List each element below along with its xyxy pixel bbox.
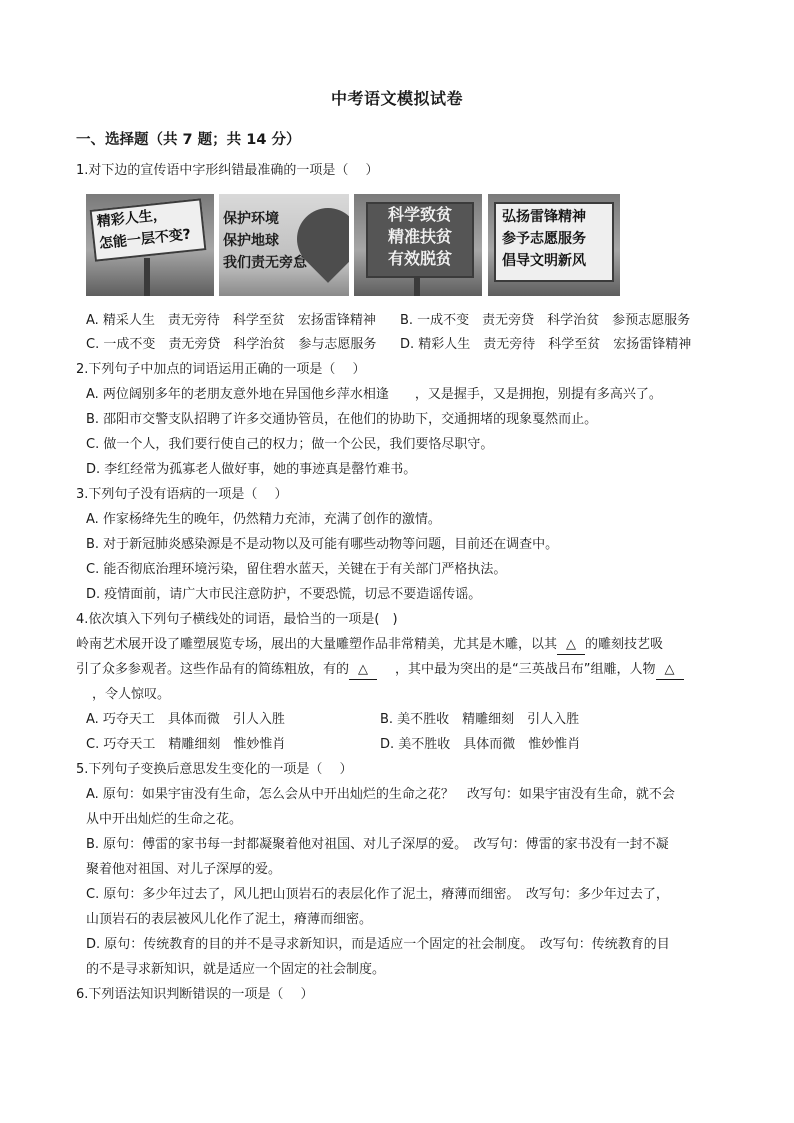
q3-option-a[interactable]: A. 作家杨绛先生的晚年，仍然精力充沛，充满了创作的激情。 <box>86 512 441 527</box>
billboard-image-3 <box>354 194 482 296</box>
q1-image-strip <box>86 194 620 296</box>
q4-passage-line-3: ，令人惊叹。 <box>92 687 171 702</box>
q2-option-c[interactable]: C. 做一个人，我们要行使自己的权力；做一个公民，我们要恪尽职守。 <box>86 437 494 452</box>
section-heading: 一、选择题（共 7 题；共 14 分） <box>76 132 301 148</box>
q3-option-c[interactable]: C. 能否彻底治理环境污染，留住碧水蓝天，关键在于有关部门严格执法。 <box>86 562 507 577</box>
q5-stem: 5.下列句子变换后意思发生变化的一项是（ ） <box>76 762 353 777</box>
q1-option-a[interactable]: A. 精采人生 责无旁待 科学至贫 宏扬雷锋精神 <box>86 313 376 328</box>
q4-option-c[interactable]: C. 巧夺天工 精雕细刻 惟妙惟肖 <box>86 737 286 752</box>
billboard-4-line-2: 参予志愿服务 <box>502 231 586 247</box>
q5-option-a-line-2[interactable]: 从中开出灿烂的生命之花。 <box>86 812 243 827</box>
q6-stem: 6.下列语法知识判断错误的一项是（ ） <box>76 987 314 1002</box>
q4-stem: 4.依次填入下列句子横线处的词语，最恰当的一项是( ) <box>76 612 398 627</box>
q4-option-d[interactable]: D. 美不胜收 具体而微 惟妙惟肖 <box>380 737 581 752</box>
q2-stem: 2.下列句子中加点的词语运用正确的一项是（ ） <box>76 362 366 377</box>
q4-passage-text-1a: 岭南艺术展开设了雕塑展览专场，展出的大量雕塑作品非常精美，尤其是木雕，以其 <box>76 637 558 652</box>
billboard-3-line-3: 有效脱贫 <box>387 249 452 268</box>
billboard-2-line-2: 保护地球 <box>223 233 279 249</box>
q5-option-c-line-1[interactable]: C. 原句：多少年过去了，风儿把山顶岩石的表层化作了泥土，瘠薄而细密。 改写句：多少年过去了， <box>86 887 669 902</box>
billboard-image-2 <box>219 194 349 296</box>
billboard-2-line-3: 我们责无旁怠 <box>223 255 307 271</box>
q1-stem: 1.对下边的宣传语中字形纠错最准确的一项是（ ） <box>76 163 379 178</box>
q5-option-a-line-1[interactable]: A. 原句：如果宇宙没有生命，怎么会从中开出灿烂的生命之花？ 改写句：如果宇宙没有生命，就不会 <box>86 787 675 802</box>
billboard-4-line-1: 弘扬雷锋精神 <box>502 209 586 225</box>
q1-option-d[interactable]: D. 精彩人生 责无旁待 科学至贫 宏扬雷锋精神 <box>400 337 692 352</box>
q4-passage-text-2a: 引了众多参观者。这些作品有的简练粗放，有的 <box>76 662 350 677</box>
q3-option-b[interactable]: B. 对于新冠肺炎感染源是不是动物以及可能有哪些动物等问题，目前还在调查中。 <box>86 537 559 552</box>
billboard-2-line-1: 保护环境 <box>223 211 279 227</box>
q3-option-d[interactable]: D. 疫情面前，请广大市民注意防护，不要恐慌，切忌不要造谣传谣。 <box>86 587 482 602</box>
q3-stem: 3.下列句子没有语病的一项是（ ） <box>76 487 288 502</box>
q4-option-b[interactable]: B. 美不胜收 精雕细刻 引人入胜 <box>380 712 580 727</box>
q5-option-d-line-2[interactable]: 的不是寻求新知识，就是适应一个固定的社会制度。 <box>86 962 386 977</box>
q1-option-c[interactable]: C. 一成不变 责无旁贷 科学治贫 参与志愿服务 <box>86 337 377 352</box>
q4-blank-2[interactable]: △ <box>349 661 377 680</box>
exam-title: 中考语文模拟试卷 <box>330 89 463 108</box>
q5-option-b-line-2[interactable]: 聚着他对祖国、对儿子深厚的爱。 <box>86 862 282 877</box>
q4-blank-3[interactable]: △ <box>656 661 684 680</box>
q4-blank-1[interactable]: △ <box>557 636 585 655</box>
q2-option-d[interactable]: D. 李红经常为孤寡老人做好事，她的事迹真是罄竹难书。 <box>86 462 417 477</box>
billboard-3-line-2: 精准扶贫 <box>387 227 452 246</box>
q5-option-b-line-1[interactable]: B. 原句：傅雷的家书每一封都凝聚着他对祖国、对儿子深厚的爱。 改写句：傅雷的家书没有一封不凝 <box>86 837 669 852</box>
billboard-image-4 <box>488 194 620 296</box>
q4-passage-text-2b: ，其中最为突出的是“三英战吕布”组雕，人物 <box>395 662 656 677</box>
billboard-4-line-3: 倡导文明新风 <box>502 253 586 269</box>
q2-option-a[interactable]: A. 两位阔别多年的老朋友意外地在异国他乡萍水相逢 ，又是握手，又是拥抱，别提有多高兴了。 <box>86 387 662 402</box>
q2-option-b[interactable]: B. 邵阳市交警支队招聘了许多交通协管员，在他们的协助下，交通拥堵的现象戛然而止。 <box>86 412 598 427</box>
q4-passage-line-1 <box>76 636 663 655</box>
q4-passage-line-2 <box>76 661 684 680</box>
billboard-image-1 <box>86 194 214 296</box>
billboard-3-line-1: 科学致贫 <box>387 205 452 224</box>
billboard-1-line-2: 怎能一层不变? <box>98 226 192 253</box>
q5-option-c-line-2[interactable]: 山顶岩石的表层被风儿化作了泥土，瘠薄而细密。 <box>86 912 373 927</box>
q5-option-d-line-1[interactable]: D. 原句：传统教育的目的并不是寻求新知识，而是适应一个固定的社会制度。 改写句：传统教育的目 <box>86 937 670 952</box>
billboard-1-line-1: 精彩人生， <box>96 207 168 231</box>
q4-passage-text-1b: 的雕刻技艺吸 <box>585 637 664 652</box>
q1-option-b[interactable]: B. 一成不变 责无旁贷 科学治贫 参预志愿服务 <box>400 313 691 328</box>
q4-option-a[interactable]: A. 巧夺天工 具体而微 引人入胜 <box>86 712 285 727</box>
